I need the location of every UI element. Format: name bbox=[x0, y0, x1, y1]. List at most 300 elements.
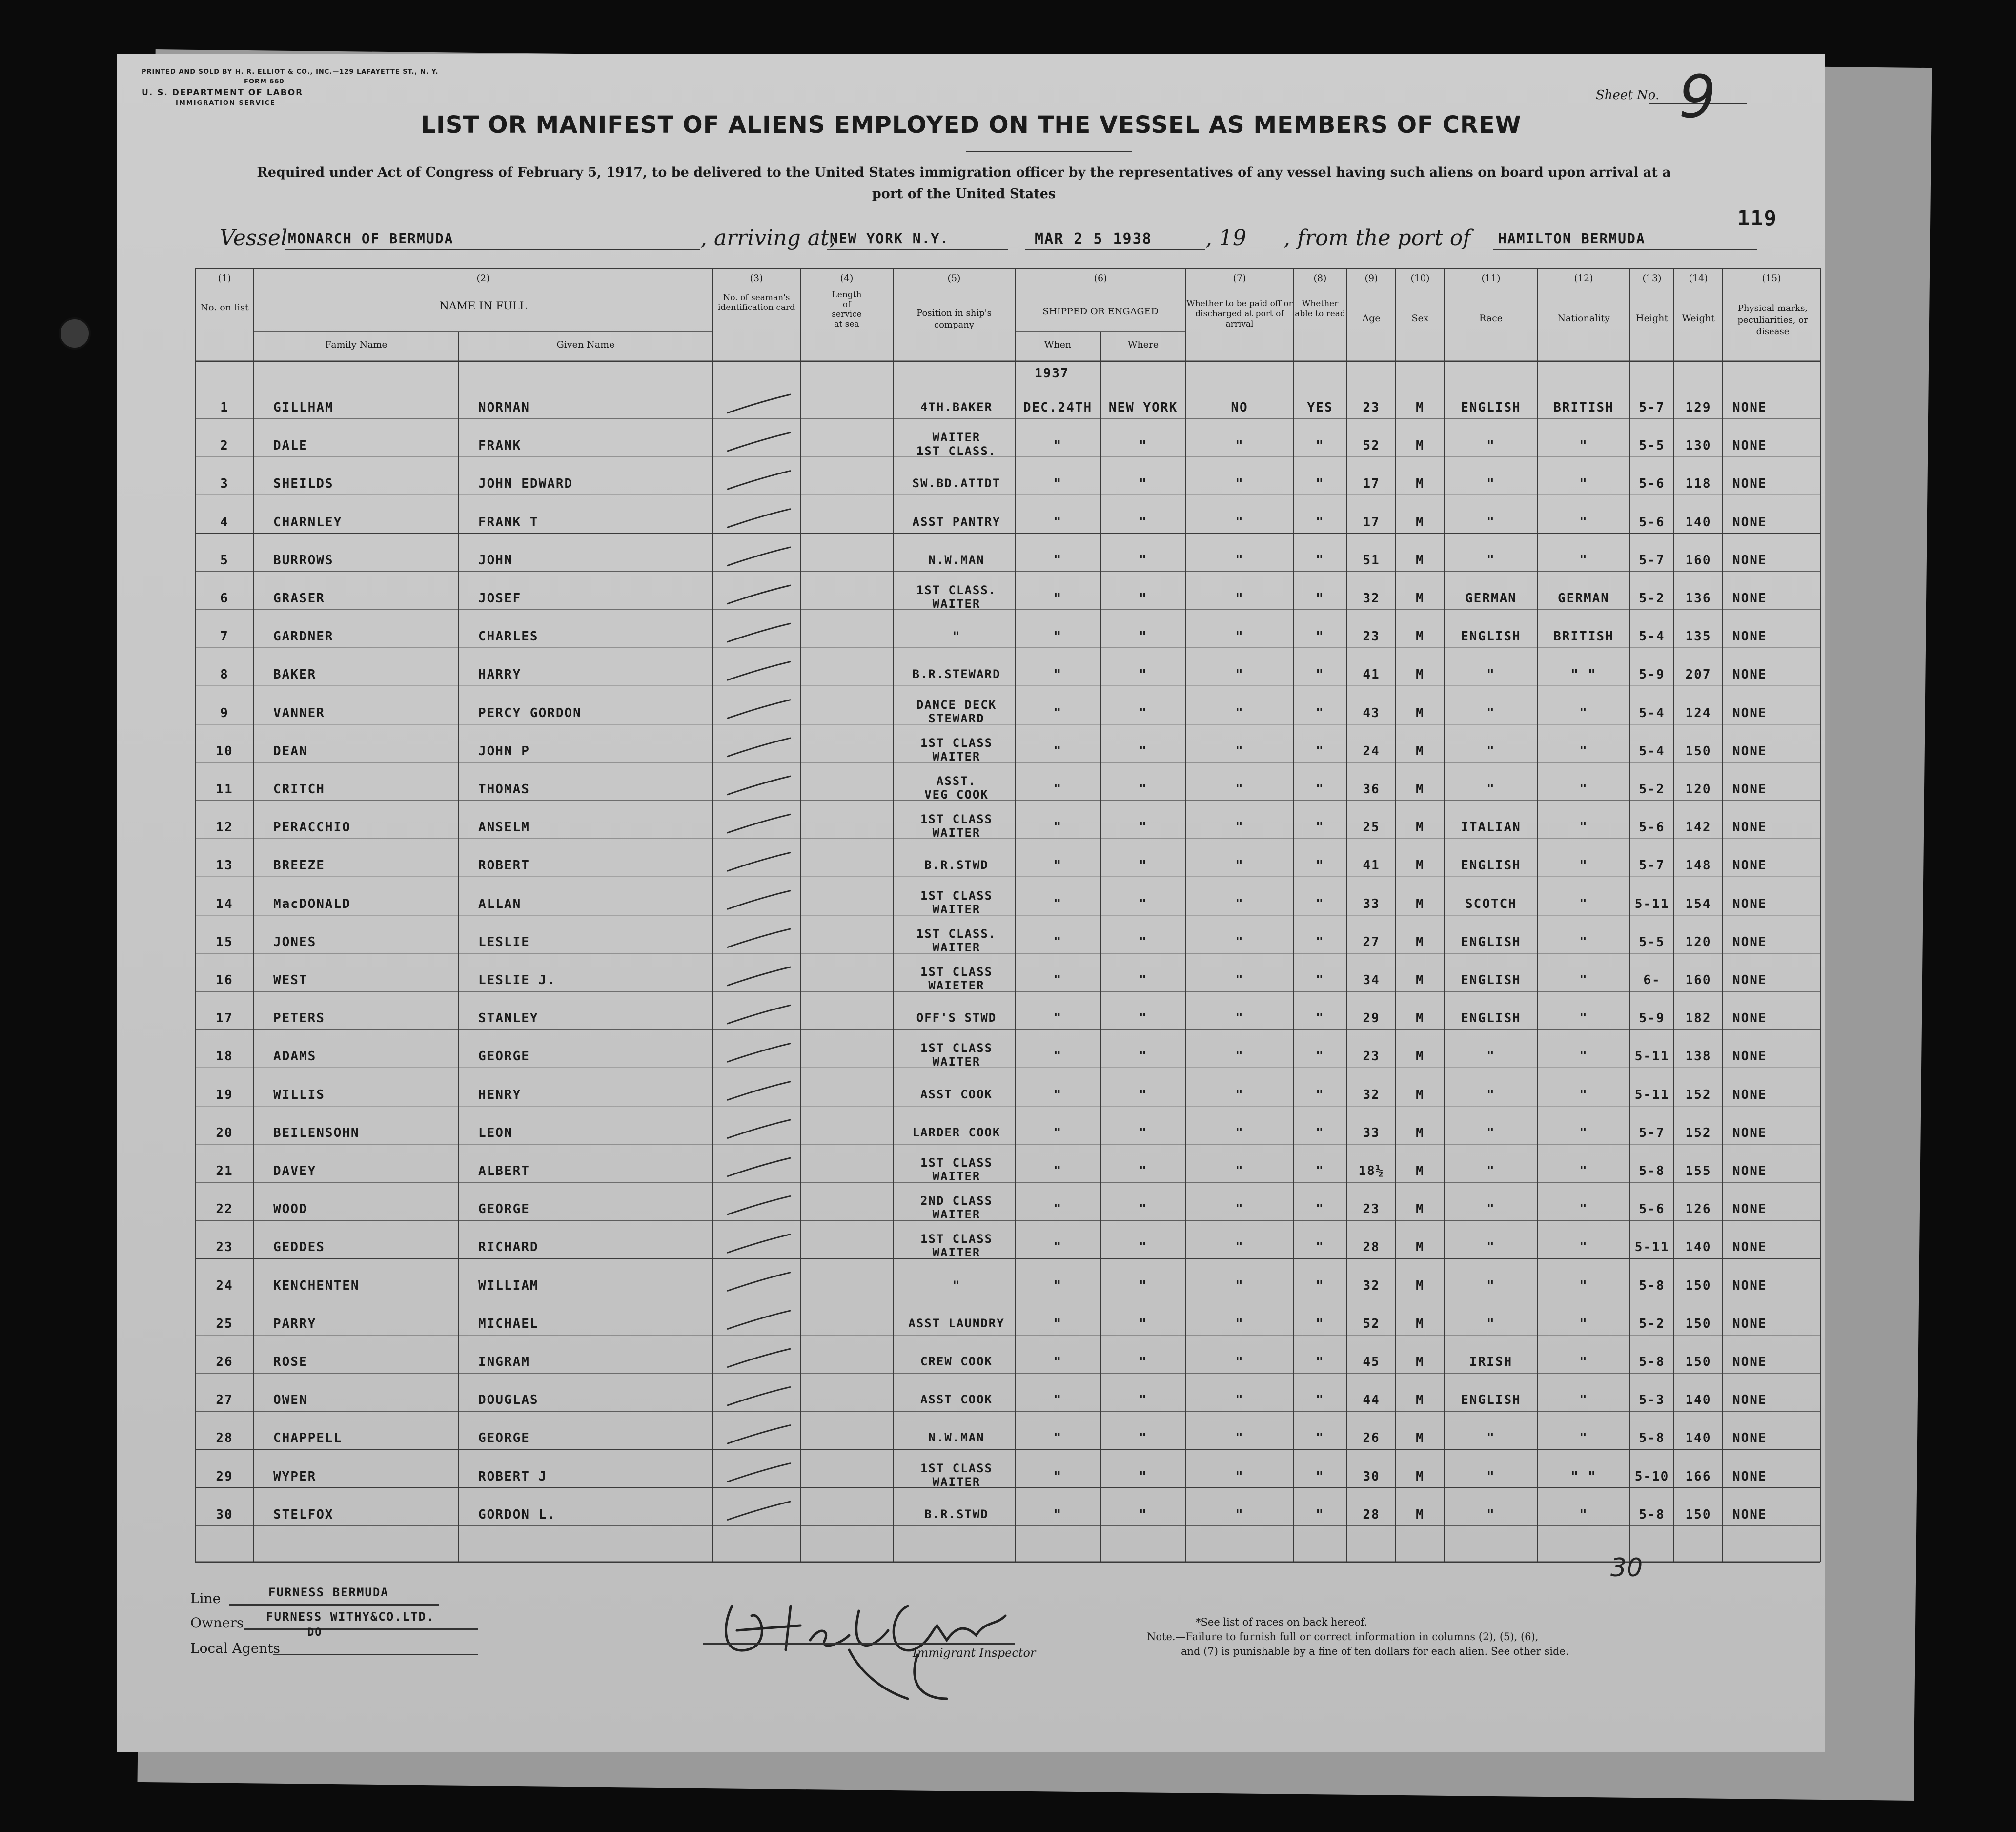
cell-given: INGRAM bbox=[478, 1355, 530, 1369]
cell-read: " bbox=[1316, 1431, 1324, 1446]
cell-read: " bbox=[1316, 1125, 1324, 1140]
cell-race: ENGLISH bbox=[1461, 858, 1521, 873]
cell-weight: 150 bbox=[1685, 1316, 1711, 1331]
cell-race: ENGLISH bbox=[1461, 934, 1521, 949]
cell-position: ASST COOK bbox=[920, 1393, 993, 1407]
cell-when: " bbox=[1053, 515, 1062, 530]
cell-weight: 150 bbox=[1685, 1278, 1711, 1293]
cell-given: JOHN bbox=[478, 553, 513, 568]
cell-read: " bbox=[1316, 896, 1324, 911]
form-number: FORM 660 bbox=[244, 78, 285, 85]
manifest-sheet bbox=[117, 54, 1825, 1752]
cell-weight: 150 bbox=[1685, 1355, 1711, 1369]
cell-when: " bbox=[1053, 629, 1062, 644]
cell-position: WAIETER bbox=[928, 979, 985, 992]
cell-weight: 124 bbox=[1685, 705, 1711, 720]
cell-sex: M bbox=[1416, 1011, 1425, 1026]
dash-mark bbox=[727, 891, 791, 909]
cell-marks: NONE bbox=[1732, 553, 1767, 568]
cell-no: 27 bbox=[216, 1393, 233, 1408]
owners-value-2: DO bbox=[307, 1626, 323, 1639]
cell-weight: 142 bbox=[1685, 820, 1711, 835]
col-6-number: (6) bbox=[1094, 273, 1107, 284]
cell-read: " bbox=[1316, 1507, 1324, 1522]
cell-height: 5-4 bbox=[1639, 629, 1665, 644]
cell-no: 8 bbox=[220, 667, 229, 682]
col-3-header: No. of seaman's identification card bbox=[717, 293, 795, 312]
cell-when: " bbox=[1053, 743, 1062, 759]
col-12-header: Nationality bbox=[1557, 313, 1610, 324]
cell-height: 5-9 bbox=[1639, 667, 1665, 682]
cell-age: 33 bbox=[1363, 1125, 1380, 1140]
col-7-header: Whether to be paid off or discharged at port of arrival bbox=[1186, 299, 1293, 329]
cell-read: " bbox=[1316, 553, 1324, 568]
cell-weight: 126 bbox=[1685, 1202, 1711, 1217]
cell-given: LEON bbox=[478, 1125, 513, 1140]
line-rule bbox=[229, 1604, 439, 1606]
cell-weight: 140 bbox=[1685, 515, 1711, 530]
col-11-number: (11) bbox=[1481, 273, 1501, 284]
cell-family: WOOD bbox=[273, 1202, 308, 1217]
cell-no: 23 bbox=[216, 1240, 233, 1255]
inspector-signature bbox=[703, 1577, 1044, 1704]
cell-when: " bbox=[1053, 1507, 1062, 1522]
cell-weight: 152 bbox=[1685, 1125, 1711, 1140]
cell-race: GERMAN bbox=[1465, 591, 1517, 606]
dash-mark bbox=[727, 1387, 791, 1405]
note-penalty-2: and (7) is punishable by a fine of ten dollars for each alien. See other side. bbox=[1181, 1646, 1569, 1657]
dash-mark bbox=[727, 1311, 791, 1329]
dash-mark bbox=[727, 1043, 791, 1062]
cell-marks: NONE bbox=[1732, 667, 1767, 682]
cell-when: " bbox=[1053, 1316, 1062, 1331]
cell-age: 23 bbox=[1363, 400, 1380, 415]
cell-nat: " bbox=[1579, 1087, 1588, 1102]
col-15-number: (15) bbox=[1762, 273, 1781, 284]
cell-nat: " bbox=[1579, 705, 1588, 720]
cell-race: " bbox=[1487, 1431, 1495, 1446]
cell-family: GILLHAM bbox=[273, 400, 334, 415]
col-2-header: NAME IN FULL bbox=[439, 300, 527, 312]
cell-family: DALE bbox=[273, 438, 308, 453]
cell-read: " bbox=[1316, 1316, 1324, 1331]
cell-family: CHARNLEY bbox=[273, 515, 343, 530]
arrival-line bbox=[827, 249, 1008, 250]
cell-height: 5-6 bbox=[1639, 515, 1665, 530]
cell-where: " bbox=[1139, 896, 1148, 911]
cell-position: 1ST CLASS bbox=[920, 1041, 993, 1055]
col-14-number: (14) bbox=[1689, 273, 1708, 284]
cell-no: 24 bbox=[216, 1278, 233, 1293]
cell-height: 5-6 bbox=[1639, 820, 1665, 835]
cell-sex: M bbox=[1416, 667, 1425, 682]
dash-mark bbox=[727, 585, 791, 604]
cell-position: ASST. bbox=[936, 774, 977, 788]
cell-no: 22 bbox=[216, 1202, 233, 1217]
cell-race: " bbox=[1487, 1202, 1495, 1217]
cell-when: " bbox=[1053, 1087, 1062, 1102]
cell-paid: NO bbox=[1231, 400, 1248, 415]
cell-where: " bbox=[1139, 476, 1148, 492]
cell-family: MacDONALD bbox=[273, 896, 351, 911]
cell-sex: M bbox=[1416, 858, 1425, 873]
cell-given: GEORGE bbox=[478, 1202, 530, 1217]
dash-mark bbox=[727, 1158, 791, 1176]
department: U. S. DEPARTMENT OF LABOR bbox=[142, 88, 304, 98]
cell-marks: NONE bbox=[1732, 1355, 1767, 1369]
cell-nat: " bbox=[1579, 858, 1588, 873]
dash-mark bbox=[727, 509, 791, 528]
cell-height: 5-4 bbox=[1639, 705, 1665, 720]
cell-position: 1ST CLASS. bbox=[916, 583, 997, 597]
cell-nat: " bbox=[1579, 1011, 1588, 1026]
cell-weight: 118 bbox=[1685, 476, 1711, 492]
cell-height: 5-2 bbox=[1639, 591, 1665, 606]
cell-where: " bbox=[1139, 1355, 1148, 1369]
dash-mark bbox=[727, 738, 791, 757]
cell-marks: NONE bbox=[1732, 1087, 1767, 1102]
date-line bbox=[1025, 249, 1205, 250]
cell-position: 1ST CLASS. bbox=[916, 926, 997, 941]
from-line bbox=[1493, 249, 1757, 250]
cell-read: " bbox=[1316, 820, 1324, 835]
cell-marks: NONE bbox=[1732, 1049, 1767, 1064]
cell-when: " bbox=[1053, 591, 1062, 606]
cell-weight: 154 bbox=[1685, 896, 1711, 911]
cell-age: 32 bbox=[1363, 1278, 1380, 1293]
cell-marks: NONE bbox=[1732, 1278, 1767, 1293]
cell-age: 30 bbox=[1363, 1469, 1380, 1484]
cell-given: FRANK T bbox=[478, 515, 539, 530]
cell-read: " bbox=[1316, 1202, 1324, 1217]
cell-sex: M bbox=[1416, 1240, 1425, 1255]
col-3-number: (3) bbox=[750, 273, 763, 284]
cell-read: " bbox=[1316, 476, 1324, 492]
cell-race: " bbox=[1487, 743, 1495, 759]
cell-paid: " bbox=[1235, 553, 1244, 568]
cell-where: " bbox=[1139, 629, 1148, 644]
note-penalty-1: Note.—Failure to furnish full or correct information in columns (2), (5), (6), bbox=[1147, 1631, 1539, 1643]
cell-marks: NONE bbox=[1732, 591, 1767, 606]
cell-sex: M bbox=[1416, 476, 1425, 492]
cell-given: GORDON L. bbox=[478, 1507, 556, 1522]
col-10-header: Sex bbox=[1411, 313, 1429, 324]
cell-nat: " bbox=[1579, 476, 1588, 492]
cell-paid: " bbox=[1235, 591, 1244, 606]
cell-where: " bbox=[1139, 667, 1148, 682]
col-5-header: Position in ship's company bbox=[916, 308, 992, 330]
cell-age: 26 bbox=[1363, 1431, 1380, 1446]
cell-position: WAITER bbox=[932, 431, 981, 445]
cell-family: DAVEY bbox=[273, 1164, 317, 1178]
from-port: HAMILTON BERMUDA bbox=[1498, 230, 1646, 247]
cell-race: " bbox=[1487, 438, 1495, 453]
dash-mark bbox=[727, 776, 791, 795]
cell-family: PARRY bbox=[273, 1316, 317, 1331]
cell-nat: " bbox=[1579, 1125, 1588, 1140]
cell-position: OFF'S STWD bbox=[916, 1011, 997, 1025]
cell-given: NORMAN bbox=[478, 400, 530, 415]
cell-paid: " bbox=[1235, 858, 1244, 873]
cell-age: 17 bbox=[1363, 476, 1380, 492]
cell-age: 23 bbox=[1363, 1202, 1380, 1217]
cell-height: 5-11 bbox=[1634, 1087, 1670, 1102]
cell-no: 12 bbox=[216, 820, 233, 835]
cell-marks: NONE bbox=[1732, 1393, 1767, 1408]
cell-no: 2 bbox=[220, 438, 229, 453]
dash-mark bbox=[727, 1082, 791, 1100]
cell-weight: 182 bbox=[1685, 1011, 1711, 1026]
cell-paid: " bbox=[1235, 743, 1244, 759]
cell-where: " bbox=[1139, 782, 1148, 797]
cell-when: " bbox=[1053, 667, 1062, 682]
cell-where: " bbox=[1139, 1240, 1148, 1255]
dash-mark bbox=[727, 432, 791, 451]
cell-family: ADAMS bbox=[273, 1049, 317, 1064]
cell-age: 52 bbox=[1363, 438, 1380, 453]
cell-nat: " bbox=[1579, 934, 1588, 949]
cell-age: 34 bbox=[1363, 973, 1380, 988]
cell-paid: " bbox=[1235, 1507, 1244, 1522]
dash-mark bbox=[727, 852, 791, 871]
cell-when: " bbox=[1053, 1164, 1062, 1178]
cell-family: WILLIS bbox=[273, 1087, 325, 1102]
cell-height: 5-6 bbox=[1639, 1202, 1665, 1217]
cell-age: 32 bbox=[1363, 591, 1380, 606]
cell-paid: " bbox=[1235, 1164, 1244, 1178]
cell-family: BEILENSOHN bbox=[273, 1125, 360, 1140]
cell-nat: " bbox=[1579, 782, 1588, 797]
cell-no: 16 bbox=[216, 973, 233, 988]
cell-race: " bbox=[1487, 476, 1495, 492]
cell-given: PERCY GORDON bbox=[478, 705, 582, 720]
cell-no: 30 bbox=[216, 1507, 233, 1522]
cell-height: 5-7 bbox=[1639, 553, 1665, 568]
cell-weight: 160 bbox=[1685, 973, 1711, 988]
cell-age: 41 bbox=[1363, 858, 1380, 873]
cell-when: " bbox=[1053, 1393, 1062, 1408]
cell-paid: " bbox=[1235, 1469, 1244, 1484]
cell-given: GEORGE bbox=[478, 1431, 530, 1446]
cell-when: " bbox=[1053, 1202, 1062, 1217]
cell-position: B.R.STWD bbox=[924, 1507, 989, 1521]
cell-position: DANCE DECK bbox=[916, 698, 997, 712]
cell-family: ROSE bbox=[273, 1355, 308, 1369]
cell-nat: " bbox=[1579, 438, 1588, 453]
cell-marks: NONE bbox=[1732, 1431, 1767, 1446]
agents-label: Local Agents bbox=[190, 1640, 281, 1656]
cell-no: 9 bbox=[220, 705, 229, 720]
cell-read: " bbox=[1316, 973, 1324, 988]
cell-age: 52 bbox=[1363, 1316, 1380, 1331]
cell-marks: NONE bbox=[1732, 515, 1767, 530]
cell-race: ENGLISH bbox=[1461, 1393, 1521, 1408]
cell-no: 17 bbox=[216, 1011, 233, 1026]
cell-where: " bbox=[1139, 553, 1148, 568]
cell-when: " bbox=[1053, 438, 1062, 453]
cell-family: BURROWS bbox=[273, 553, 334, 568]
dash-mark bbox=[727, 1196, 791, 1214]
cell-sex: M bbox=[1416, 1278, 1425, 1293]
cell-nat: BRITISH bbox=[1553, 400, 1614, 415]
cell-no: 20 bbox=[216, 1125, 233, 1140]
cell-position: WAITER bbox=[932, 1208, 981, 1222]
dash-mark bbox=[727, 814, 791, 833]
cell-paid: " bbox=[1235, 476, 1244, 492]
cell-age: 23 bbox=[1363, 629, 1380, 644]
cell-race: " bbox=[1487, 1469, 1495, 1484]
cell-when: " bbox=[1053, 1278, 1062, 1293]
cell-sex: M bbox=[1416, 820, 1425, 835]
cell-family: GARDNER bbox=[273, 629, 334, 644]
cell-family: JONES bbox=[273, 934, 317, 949]
arriving-label: , arriving at, bbox=[700, 226, 836, 250]
cell-nat: " bbox=[1579, 1202, 1588, 1217]
inspector-label: Immigrant Inspector bbox=[913, 1646, 1036, 1660]
reference-number: 119 bbox=[1737, 206, 1777, 230]
cell-position: 1ST CLASS. bbox=[916, 444, 997, 458]
cell-where: " bbox=[1139, 1278, 1148, 1293]
cell-read: " bbox=[1316, 1087, 1324, 1102]
arrival-port: NEW YORK N.Y. bbox=[830, 230, 950, 247]
cell-when: " bbox=[1053, 973, 1062, 988]
cell-weight: 150 bbox=[1685, 743, 1711, 759]
cell-when: " bbox=[1053, 896, 1062, 911]
vessel-label: Vessel bbox=[220, 226, 288, 250]
dash-mark bbox=[727, 661, 791, 680]
cell-position: WAITER bbox=[932, 1246, 981, 1260]
cell-family: STELFOX bbox=[273, 1507, 334, 1522]
cell-no: 29 bbox=[216, 1469, 233, 1484]
cell-read: " bbox=[1316, 1469, 1324, 1484]
cell-position: ASST LAUNDRY bbox=[908, 1316, 1005, 1330]
cell-read: " bbox=[1316, 934, 1324, 949]
cell-paid: " bbox=[1235, 1125, 1244, 1140]
cell-sex: M bbox=[1416, 515, 1425, 530]
cell-height: 5-10 bbox=[1634, 1469, 1670, 1484]
cell-where: " bbox=[1139, 1431, 1148, 1446]
cell-family: CHAPPELL bbox=[273, 1431, 343, 1446]
cell-age: 23 bbox=[1363, 1049, 1380, 1064]
cell-sex: M bbox=[1416, 629, 1425, 644]
cell-marks: NONE bbox=[1732, 782, 1767, 797]
cell-position: 1ST CLASS bbox=[920, 736, 993, 750]
cell-age: 24 bbox=[1363, 743, 1380, 759]
cell-read: " bbox=[1316, 1049, 1324, 1064]
cell-paid: " bbox=[1235, 896, 1244, 911]
cell-position: 4TH.BAKER bbox=[920, 400, 993, 414]
col-4-number: (4) bbox=[840, 273, 854, 284]
vessel-name: MONARCH OF BERMUDA bbox=[288, 230, 454, 247]
cell-age: 29 bbox=[1363, 1011, 1380, 1026]
cell-sex: M bbox=[1416, 743, 1425, 759]
cell-family: WYPER bbox=[273, 1469, 317, 1484]
note-races: *See list of races on back hereof. bbox=[1196, 1616, 1367, 1628]
cell-given: CHARLES bbox=[478, 629, 539, 644]
cell-marks: NONE bbox=[1732, 1164, 1767, 1178]
cell-nat: " bbox=[1579, 1240, 1588, 1255]
cell-position: 1ST CLASS bbox=[920, 965, 993, 979]
dash-mark bbox=[727, 1234, 791, 1253]
cell-sex: M bbox=[1416, 1316, 1425, 1331]
col-4-header: Length of service at sea bbox=[832, 290, 862, 329]
cell-position: B.R.STEWARD bbox=[912, 667, 1001, 681]
dash-mark bbox=[727, 394, 791, 413]
cell-no: 1 bbox=[220, 400, 229, 415]
cell-height: 5-6 bbox=[1639, 476, 1665, 492]
col-1-number: (1) bbox=[218, 273, 231, 284]
cell-age: 41 bbox=[1363, 667, 1380, 682]
cell-nat: " bbox=[1579, 1164, 1588, 1178]
cell-position: 1ST CLASS bbox=[920, 812, 993, 826]
year-label: , 19 bbox=[1205, 226, 1246, 250]
cell-given: GEORGE bbox=[478, 1049, 530, 1064]
cell-age: 33 bbox=[1363, 896, 1380, 911]
cell-when: " bbox=[1053, 553, 1062, 568]
cell-weight: 130 bbox=[1685, 438, 1711, 453]
cell-sex: M bbox=[1416, 553, 1425, 568]
cell-read: " bbox=[1316, 667, 1324, 682]
cell-where: " bbox=[1139, 1049, 1148, 1064]
cell-family: BREEZE bbox=[273, 858, 325, 873]
cell-where: " bbox=[1139, 858, 1148, 873]
service: IMMIGRATION SERVICE bbox=[176, 100, 276, 107]
cell-read: " bbox=[1316, 1011, 1324, 1026]
cell-given: HARRY bbox=[478, 667, 522, 682]
cell-paid: " bbox=[1235, 1431, 1244, 1446]
cell-read: " bbox=[1316, 515, 1324, 530]
cell-paid: " bbox=[1235, 1011, 1244, 1026]
cell-sex: M bbox=[1416, 438, 1425, 453]
cell-sex: M bbox=[1416, 1202, 1425, 1217]
cell-no: 15 bbox=[216, 934, 233, 949]
cell-weight: 152 bbox=[1685, 1087, 1711, 1102]
cell-family: CRITCH bbox=[273, 782, 325, 797]
cell-given: THOMAS bbox=[478, 782, 530, 797]
cell-paid: " bbox=[1235, 1087, 1244, 1102]
cell-marks: NONE bbox=[1732, 400, 1767, 415]
cell-sex: M bbox=[1416, 400, 1425, 415]
cell-sex: M bbox=[1416, 934, 1425, 949]
cell-where: " bbox=[1139, 1164, 1148, 1178]
cell-height: 5-2 bbox=[1639, 1316, 1665, 1331]
cell-marks: NONE bbox=[1732, 476, 1767, 492]
cell-given: WILLIAM bbox=[478, 1278, 539, 1293]
cell-age: 44 bbox=[1363, 1393, 1380, 1408]
owners-value: FURNESS WITHY&CO.LTD. bbox=[266, 1610, 435, 1624]
cell-nat: " bbox=[1579, 1355, 1588, 1369]
cell-no: 19 bbox=[216, 1087, 233, 1102]
cell-where: " bbox=[1139, 515, 1148, 530]
cell-age: 45 bbox=[1363, 1355, 1380, 1369]
cell-position: WAITER bbox=[932, 826, 981, 840]
cell-sex: M bbox=[1416, 1469, 1425, 1484]
cell-marks: NONE bbox=[1732, 705, 1767, 720]
cell-weight: 120 bbox=[1685, 934, 1711, 949]
cell-sex: M bbox=[1416, 1049, 1425, 1064]
cell-read: " bbox=[1316, 782, 1324, 797]
cell-where: " bbox=[1139, 1316, 1148, 1331]
cell-height: 5-11 bbox=[1634, 896, 1670, 911]
col-14-header: Weight bbox=[1682, 313, 1715, 324]
cell-height: 5-3 bbox=[1639, 1393, 1665, 1408]
cell-paid: " bbox=[1235, 1278, 1244, 1293]
cell-sex: M bbox=[1416, 1125, 1425, 1140]
cell-when: " bbox=[1053, 1355, 1062, 1369]
vessel-line bbox=[285, 249, 700, 250]
cell-height: 5-5 bbox=[1639, 934, 1665, 949]
cell-race: ENGLISH bbox=[1461, 629, 1521, 644]
